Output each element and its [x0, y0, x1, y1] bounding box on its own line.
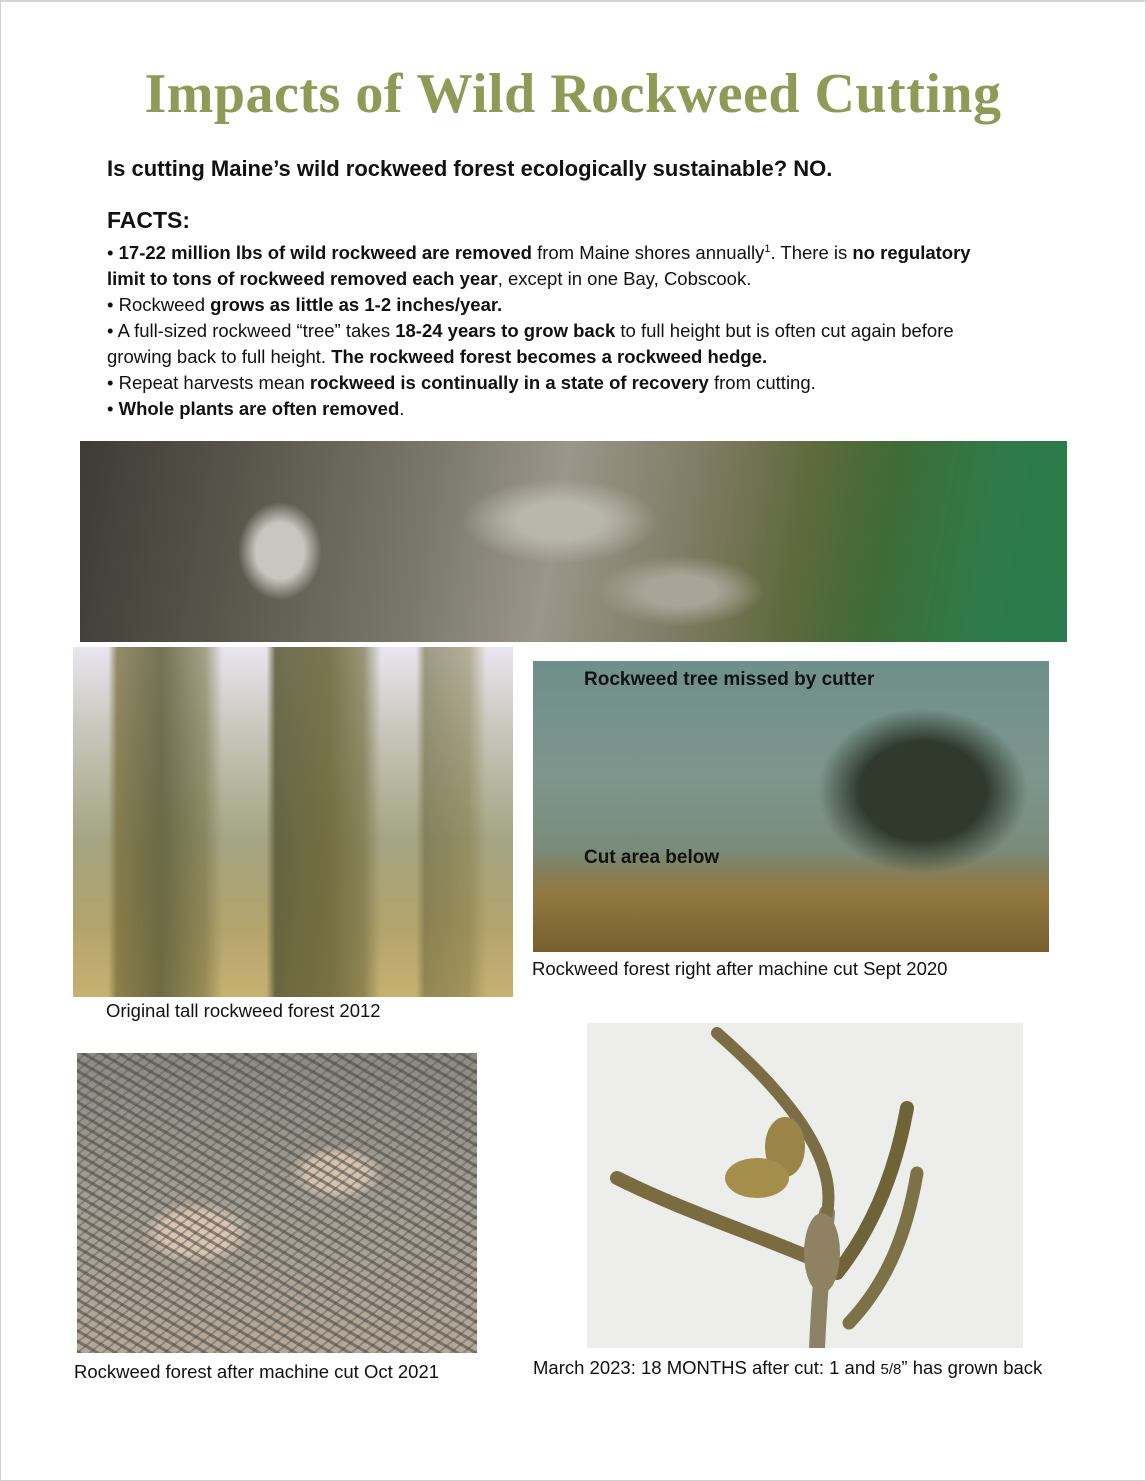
- fact-bold: grows as little as 1-2 inches/year.: [210, 294, 503, 316]
- regrowth-caption: [533, 1357, 1042, 1379]
- fact-item: • Rockweed grows as little as 1-2 inches/year.: [107, 294, 503, 316]
- regrowth-caption-text: March 2023: 18 MONTHS after cut: 1 and: [533, 1357, 881, 1378]
- fact-bold: no regulatory limit to tons of rockweed removed each year: [107, 242, 971, 290]
- sept-2020-caption: Rockweed forest right after machine cut Sept 2020: [532, 958, 948, 979]
- fact-bold: rockweed is continually in a state of recovery: [309, 372, 709, 394]
- question-heading: Is cutting Maine’s wild rockweed forest ecologically sustainable? NO.: [107, 156, 833, 181]
- regrowth-caption-fraction: 5/8: [880, 1361, 902, 1378]
- footnote-marker: 1: [764, 243, 771, 255]
- regrowth-specimen-photo: [587, 1023, 1023, 1348]
- fact-bold: The rockweed forest becomes a rockweed hedge.: [331, 346, 768, 368]
- page-title: Impacts of Wild Rockweed Cutting: [144, 63, 1002, 125]
- rockweed-specimen-illustration: [587, 1023, 1023, 1348]
- cut-area-label: Cut area below: [584, 847, 720, 868]
- fact-item: • Whole plants are often removed.: [107, 398, 405, 420]
- shoreline-aerial-photo: [80, 441, 1067, 642]
- fact-bold: 17-22 million lbs of wild rockweed are removed: [118, 242, 532, 264]
- missed-tree-label: Rockweed tree missed by cutter: [584, 669, 875, 690]
- fact-text: to full height but is often cut again before growing back to full height.: [107, 320, 954, 368]
- fact-text: from cutting.: [708, 372, 816, 394]
- fact-bold: Whole plants are often removed: [118, 398, 400, 420]
- fact-text: A full-sized rockweed “tree” takes: [117, 320, 396, 342]
- oct-2021-caption: Rockweed forest after machine cut Oct 2021: [74, 1361, 440, 1382]
- regrowth-caption-text-end: ” has grown back: [901, 1357, 1043, 1378]
- fact-text: from Maine shores annually: [531, 242, 765, 264]
- cut-oct-2021-photo: [77, 1053, 477, 1353]
- fact-text: .: [399, 398, 405, 420]
- fact-bold: 18-24 years to grow back: [395, 320, 616, 342]
- fact-text: Repeat harvests mean: [118, 372, 310, 394]
- fact-text: , except in one Bay, Cobscook.: [497, 268, 752, 290]
- fact-text: . There is: [770, 242, 853, 264]
- fact-text: Rockweed: [118, 294, 211, 316]
- fact-item: • Repeat harvests mean rockweed is continually in a state of recovery from cutting.: [107, 372, 816, 394]
- tall-forest-caption: Original tall rockweed forest 2012: [106, 1000, 381, 1021]
- facts-list: [107, 236, 1007, 422]
- fact-item: • A full-sized rockweed “tree” takes 18-24 years to grow back to full height but is often cut again before growing back to full height. The rockweed forest becomes a rockweed hedge.: [107, 320, 954, 368]
- facts-heading: FACTS:: [107, 207, 191, 233]
- tall-rockweed-photo: [73, 647, 513, 997]
- fact-item: • 17-22 million lbs of wild rockweed are removed from Maine shores annually$^1$. There is no regulatory limit to tons of rockweed removed each year, except in one Bay, Cobscook.: [107, 242, 971, 290]
- cut-sept-2020-photo: [533, 661, 1049, 952]
